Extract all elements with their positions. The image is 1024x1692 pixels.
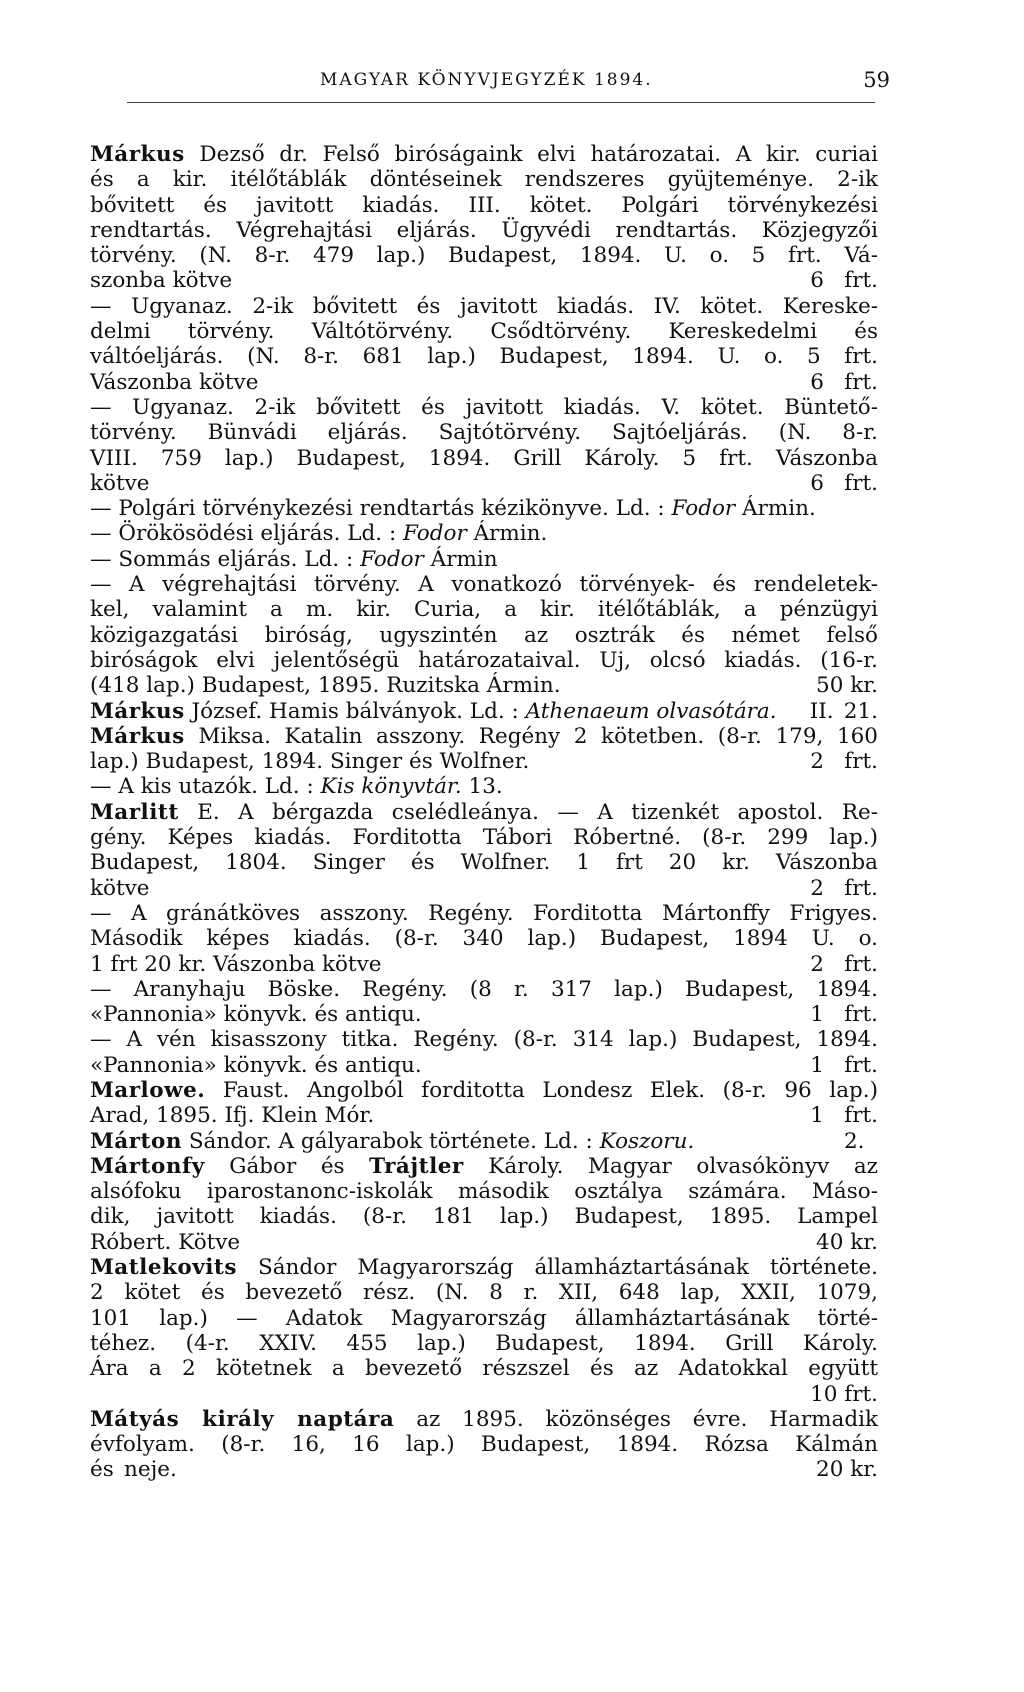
page-number: 59 <box>863 68 890 92</box>
header-rule <box>127 102 875 103</box>
entry-text: — A gránátköves asszony. Regény. Forditotta Mártonffy Frigyes. <box>90 900 878 926</box>
entry-ven-kisasszony <box>90 1027 878 1078</box>
price: 6 frt. <box>810 369 878 395</box>
entry-text: Faust. Angolból forditotta Londesz Elek. (8-r. 96 lap.) <box>222 1077 879 1103</box>
entry-text: az 1895. közönséges évre. Harmadik <box>416 1406 879 1432</box>
entry-text: 1 frt 20 kr. Vászonba kötve <box>90 951 382 977</box>
entry-text: 2 kötet és bevezető rész. (N. 8 r. XII, 648 lap, XXII, 1079, <box>90 1280 878 1306</box>
reference: Fodor <box>671 496 736 522</box>
entry-text: — A kis utazók. Ld. : <box>90 774 314 800</box>
entry-head: Marlitt <box>90 799 179 825</box>
reference: Fodor <box>360 546 424 572</box>
entry-text: kel, valamint a m. kir. Curia, a kir. itélőtáblák, a pénzügyi <box>90 597 878 623</box>
entry-polgari <box>90 496 878 521</box>
price: 2 frt. <box>810 875 878 901</box>
entry-head: Matlekovits <box>90 1255 237 1281</box>
entry-text: — Ugyanaz. 2-ik bővitett és javitott kiadás. IV. kötet. Kereske- <box>90 293 878 319</box>
entry-granatkoves <box>90 901 878 977</box>
entry-text: Arad, 1895. Ifj. Klein Mór. <box>90 1103 375 1129</box>
entry-text: 101 lap.) — Adatok Magyarország államháztartásának törté- <box>90 1305 878 1331</box>
entry-text: szonba kötve <box>90 268 233 294</box>
page-header <box>90 70 890 100</box>
price: 10 frt. <box>810 1381 878 1407</box>
entry-marton: Márton Sándor. A gályarabok története. Ld. : Koszoru. 2. <box>90 1128 865 1154</box>
price: 6 frt. <box>810 470 878 496</box>
entry-text: Sándor Magyarország államháztartásának története. <box>258 1255 878 1281</box>
entry-text: kötve <box>90 875 150 901</box>
entry-head: Márkus <box>90 142 185 167</box>
entry-vegrehajtasi <box>90 572 878 698</box>
entry-text: — Örökösödési eljárás. Ld. : <box>90 521 397 547</box>
entry-markus-jozsef <box>90 699 878 724</box>
running-head: MAGYAR KÖNYVJEGYZÉK 1894. <box>320 70 653 90</box>
entry-text: «Pannonia» könyvk. és antiqu. <box>90 1052 422 1078</box>
entry-text: «Pannonia» könyvk. és antiqu. <box>90 1002 422 1028</box>
entry-text: Ára a 2 kötetnek a bevezető részszel és az Adatokkal együtt <box>90 1356 878 1382</box>
entry-text: gény. Képes kiadás. Forditotta Tábori Róbertné. (8-r. 299 lap.) <box>90 825 878 851</box>
price: 1 frt. <box>810 1052 878 1078</box>
price: 2 frt. <box>810 951 878 977</box>
entry-ugyanaz-iv <box>90 294 878 395</box>
entry-text: és a kir. itélőtáblák döntéseinek rendszeres gyüjteménye. 2-ik <box>90 167 878 193</box>
entry-head: Mártonfy <box>90 1153 205 1179</box>
entry-matlekovits <box>90 1255 878 1407</box>
entry-martonfy <box>90 1154 878 1255</box>
entry-marlitt <box>90 800 878 901</box>
entry-text: biróságok elvi jelentőségü határozataival. Uj, olcsó kiadás. (16-r. <box>90 647 878 673</box>
price: 6 frt. <box>810 268 878 294</box>
entry-text: törvény. (N. 8-r. 479 lap.) Budapest, 1894. U. o. 5 frt. Vá- <box>90 243 878 269</box>
entry-head: Márkus <box>90 723 185 749</box>
entry-orokosodesi <box>90 521 878 546</box>
reference: Kis könyvtár. <box>320 774 462 800</box>
price: 50 kr. <box>816 673 878 699</box>
entry-head: Márton <box>90 1128 182 1154</box>
entry-text: József. Hamis bálványok. Ld. : <box>191 698 519 724</box>
entry-text: váltóeljárás. (N. 8-r. 681 lap.) Budapest, 1894. U. o. 5 frt. <box>90 344 878 370</box>
price: 20 kr. <box>816 1457 878 1483</box>
entry-text: rendtartás. Végrehajtási eljárás. Ügyvédi rendtartás. Közjegyzői <box>90 217 878 243</box>
entry-text: Ármin <box>430 546 498 572</box>
entry-text: dik, javitott kiadás. (8-r. 181 lap.) Budapest, 1895. Lampel <box>90 1204 878 1230</box>
entry-text: delmi törvény. Váltótörvény. Csődtörvény. Kereskedelmi és <box>90 319 878 345</box>
entry-matyas <box>90 1407 878 1483</box>
entry-text: Ármin. <box>473 521 548 547</box>
entry-text: és neje. <box>90 1457 177 1483</box>
entry-markus-dezso <box>90 142 878 294</box>
entry-text: törvény. Bünvádi eljárás. Sajtótörvény. Sajtóeljárás. (N. 8-r. <box>90 420 878 446</box>
price: 1 frt. <box>810 1002 878 1028</box>
reference: Fodor <box>403 521 467 547</box>
entry-text: Károly. Magyar olvasókönyv az <box>488 1153 878 1179</box>
reference: Athenaeum olvasótára. <box>525 698 777 724</box>
entry-markus-miksa <box>90 724 878 775</box>
entry-text: — A vén kisasszony titka. Regény. (8-r. 314 lap.) Budapest, 1894. <box>90 1027 878 1053</box>
entry-text: lap.) Budapest, 1894. Singer és Wolfner. <box>90 749 530 775</box>
entry-ugyanaz-v <box>90 395 878 496</box>
entry-text: Miksa. Katalin asszony. Regény 2 kötetben. (8-r. 179, 160 <box>198 723 878 749</box>
entry-kis-utazok <box>90 774 878 799</box>
entry-text: Budapest, 1804. Singer és Wolfner. 1 frt 20 kr. Vászonba <box>90 850 878 876</box>
entry-text: II. 21. <box>809 698 878 724</box>
entry-text: téhez. (4-r. XXIV. 455 lap.) Budapest, 1894. Grill Károly. <box>90 1330 878 1356</box>
catalog-body <box>90 142 878 1483</box>
price: 1 frt. <box>810 1103 878 1129</box>
entry-aranyhaju <box>90 977 878 1028</box>
entry-text: Második képes kiadás. (8-r. 340 lap.) Budapest, 1894 U. o. <box>90 926 878 952</box>
entry-head: Trájtler <box>369 1153 464 1179</box>
entry-head: Marlowe. <box>90 1077 206 1103</box>
entry-text: — Polgári törvénykezési rendtartás kézikönyve. Ld. : <box>90 496 665 522</box>
entry-text: közigazgatási biróság, ugyszintén az osztrák és német felső <box>90 622 878 648</box>
entry-head: Márkus <box>90 698 185 724</box>
entry-sommas <box>90 547 878 572</box>
entry-text: E. A bérgazda cselédleánya. — A tizenkét apostol. Re- <box>197 799 878 825</box>
entry-text: Dezső dr. Felső biróságaink elvi határozatai. A kir. curiai <box>199 142 879 167</box>
entry-text: alsófoku iparostanonc-iskolák második osztálya számára. Máso- <box>90 1179 878 1205</box>
entry-text: Róbert. Kötve <box>90 1229 241 1255</box>
entry-text: Gábor és <box>229 1153 345 1179</box>
entry-text: VIII. 759 lap.) Budapest, 1894. Grill Károly. 5 frt. Vászonba <box>90 445 878 471</box>
entry-head: Mátyás király naptára <box>90 1406 395 1432</box>
entry-text: — Sommás eljárás. Ld. : <box>90 546 354 572</box>
entry-text: (418 lap.) Budapest, 1895. Ruzitska Ármin. <box>90 673 561 699</box>
entry-text: Vászonba kötve <box>90 369 259 395</box>
entry-text: kötve <box>90 470 150 496</box>
entry-marlowe <box>90 1078 878 1129</box>
entry-text: — A végrehajtási törvény. A vonatkozó törvények- és rendeletek- <box>90 572 878 598</box>
entry-text: — Ugyanaz. 2-ik bővitett és javitott kiadás. V. kötet. Büntető- <box>90 394 878 420</box>
entry-text: bővitett és javitott kiadás. III. kötet. Polgári törvénykezési <box>90 192 878 218</box>
entry-text: évfolyam. (8-r. 16, 16 lap.) Budapest, 1894. Rózsa Kálmán <box>90 1432 878 1458</box>
entry-text: Sándor. A gályarabok története. Ld. : <box>188 1128 593 1154</box>
price: 2 frt. <box>810 749 878 775</box>
price: 40 kr. <box>816 1229 878 1255</box>
entry-text: Ármin. <box>742 496 816 522</box>
entry-text: — Aranyhaju Böske. Regény. (8 r. 317 lap.) Budapest, 1894. <box>90 976 878 1002</box>
reference: Koszoru. <box>599 1128 695 1154</box>
entry-text: 13. <box>468 774 503 800</box>
